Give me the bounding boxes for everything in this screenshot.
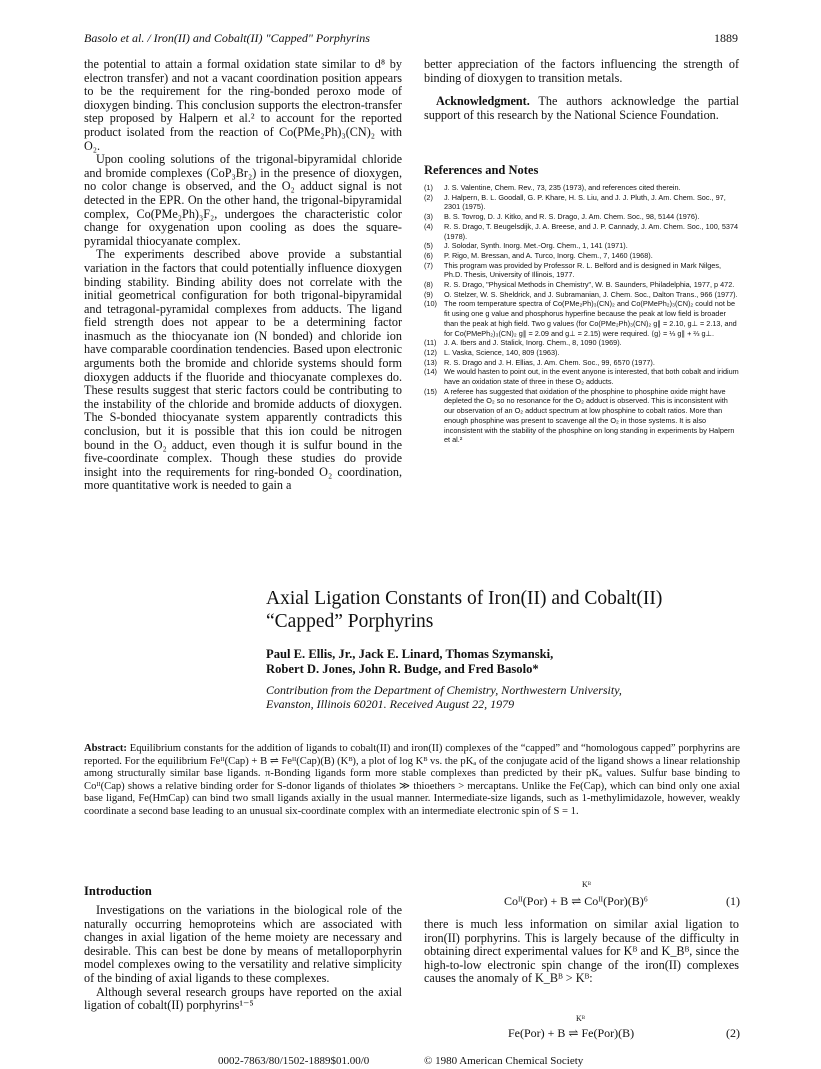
reference-item (424, 290, 740, 300)
equation-1 (504, 880, 648, 908)
equation-1-number: (1) (726, 894, 740, 908)
left-paragraph-2: Upon cooling solutions of the trigonal-bipyramidal chloride and bromide complexes (CoP₃Br₂) in the presence of dioxygen, no color change is observed, and the O₂ adduct signal is not detected in the EPR. On the other hand, the trigonal-bipyramidal complex, Co(PMe₂Ph)₃F₂, undergoes the characteristic color change for oxygenation upon cooling as does the square-pyramidal thiocyanate complex. (84, 152, 402, 248)
reference-text: This program was provided by Professor R. L. Belford and is designed in Mark Nilges, Ph.D. Thesis, University of Illinois, 1977. (444, 260, 722, 280)
equation-2-number: (2) (726, 1026, 740, 1040)
reference-text: J. Halpern, B. L. Goodall, G. P. Khare, H. S. Liu, and J. J. Pluth, J. Am. Chem. Soc., 97, 2301 (1975). (444, 192, 726, 212)
reference-number: (10) (424, 299, 437, 309)
reference-item (424, 212, 740, 222)
running-head: Basolo et al. / Iron(II) and Cobalt(II) "Capped" Porphyrins (84, 31, 370, 45)
reference-text: R. S. Drago, T. Beugelsdijk, J. A. Breese, and J. P. Cannady, J. Am. Chem. Soc., 100, 5374 (1978). (444, 221, 739, 241)
reference-text: B. S. Tovrog, D. J. Kitko, and R. S. Drago, J. Am. Chem. Soc., 98, 5144 (1976). (444, 212, 700, 222)
footer-code: 0002-7863/80/1502-1889$01.00/0 (218, 1055, 370, 1067)
equation-1-constant: Kᴮ (582, 880, 591, 889)
introduction-heading: Introduction (84, 884, 152, 898)
equation-2-text: Fe(Por) + B ⇌ Fe(Por)(B) (508, 1026, 635, 1040)
reference-text: L. Vaska, Science, 140, 809 (1963). (444, 347, 560, 357)
reference-number: (4) (424, 221, 433, 231)
authors-line-2: Robert D. Jones, John R. Budge, and Fred Basolo* (266, 662, 539, 676)
reference-item (424, 280, 740, 290)
reference-number: (15) (424, 386, 437, 396)
affiliation (266, 683, 746, 711)
reference-text: J. A. Ibers and J. Stalick, Inorg. Chem., 8, 1090 (1969). (444, 338, 622, 348)
reference-text: A referee has suggested that oxidation of the phosphine to phosphine oxide might have depleted the O₂ so no resonance for the O₂ adduct is observed. This is inconsistent with our observation of an O₂ adduct spectrum at low phosphine to cobalt ratios. More than enough phosphine was present to scavenge all the O₂ in those systems. It is also inconsistent with the stability of the phosphine on long standing in experiments by Halpern et al.² (444, 386, 735, 445)
reference-number: (8) (424, 280, 433, 290)
references-list (424, 183, 740, 445)
reference-text: P. Rigo, M. Bressan, and A. Turco, Inorg. Chem., 7, 1460 (1968). (444, 250, 653, 260)
right-column-top (424, 58, 739, 122)
reference-number: (3) (424, 212, 433, 222)
left-column (84, 58, 402, 493)
reference-text: R. S. Drago and J. H. Ellias, J. Am. Chem. Soc., 99, 6570 (1977). (444, 357, 655, 367)
reference-item (424, 367, 740, 386)
acknowledgment-label: Acknowledgment. (436, 94, 530, 109)
reference-number: (9) (424, 289, 433, 299)
reference-number: (11) (424, 338, 437, 348)
left-paragraph-1: the potential to attain a formal oxidation state similar to d⁸ by electron transfer) and not a vacant coordination position appears to be the requirement for the ring-bonded peroxo mode of dioxygen binding. This conclusion supports the electron-transfer step proposed by Halpern et al.² to account for the reported product isolated from the reaction of Co(PMe₂Ph)₃(CN)₂ with O₂. (84, 57, 402, 153)
reference-number: (2) (424, 192, 433, 202)
reference-item (424, 193, 740, 212)
introduction-left (84, 904, 402, 1013)
acknowledgment-text: The authors acknowledge the partial support of this research by the National Science Foundation. (424, 94, 739, 122)
reference-item (424, 251, 740, 261)
abstract-label: Abstract: (84, 743, 127, 754)
reference-text: The room temperature spectra of Co(PMe₂Ph)₃(CN)₂ and Co(PMePh₂)₃(CN)₂ could not be fit using one g value and phosphorus hyperfine because the peak at low field is broader than the peak at high field. Two g values (for Co(PMe₂Ph)₃(CN)₂ g∥ = 2.10, g⊥ = 2.13, and for Co(PMePh₂)₃(CN)₂ g∥ = 2.09 and g⊥ = 2.15) were required. ⟨g⟩ = ⅓ g∥ + ⅔ g⊥. (444, 299, 737, 338)
reference-number: (6) (424, 250, 433, 260)
reference-text: R. S. Drago, "Physical Methods in Chemistry", W. B. Saunders, Philadelphia, 1977, p 472. (444, 280, 735, 290)
reference-number: (5) (424, 241, 433, 251)
reference-item (424, 338, 740, 348)
reference-text: J. S. Valentine, Chem. Rev., 73, 235 (1973), and references cited therein. (444, 183, 681, 192)
introduction-right (424, 918, 739, 986)
references-heading: References and Notes (424, 163, 539, 177)
reference-item (424, 261, 740, 280)
acknowledgment (424, 95, 739, 122)
reference-text: We would hasten to point out, in the event anyone is interested, that both cobalt and iridium have an oxidation state of three in these O₂ adducts. (444, 367, 739, 387)
reference-text: J. Solodar, Synth. Inorg. Met.-Org. Chem., 1, 141 (1971). (444, 241, 628, 251)
reference-number: (14) (424, 367, 437, 377)
reference-item (424, 222, 740, 241)
reference-text: O. Stelzer, W. S. Sheldrick, and J. Subramanian, J. Chem. Soc., Dalton Trans., 966 (1977). (444, 289, 738, 299)
equation-2 (508, 1012, 635, 1040)
reference-number: (13) (424, 357, 437, 367)
continuation-text: better appreciation of the factors influencing the strength of binding of dioxygen to transition metals. (424, 57, 739, 85)
equation-2-constant: Kᴮ (576, 1014, 585, 1023)
article-title (266, 587, 746, 633)
footer-copyright: © 1980 American Chemical Society (424, 1055, 584, 1067)
reference-number: (7) (424, 260, 433, 270)
reference-number: (12) (424, 347, 437, 357)
title-line-2: “Capped” Porphyrins (266, 611, 434, 632)
reference-item (424, 358, 740, 368)
reference-item (424, 183, 740, 193)
authors (266, 647, 746, 677)
reference-item (424, 241, 740, 251)
abstract (84, 743, 740, 819)
reference-item (424, 299, 740, 338)
intro-right-text: there is much less information on similar axial ligation to iron(II) porphyrins. This is largely because of the difficulty in obtaining direct experimental values for Kᴮ and K_Bᴮ, since the high-to-low electronic spin change of the iron(II) complexes causes the anomaly of K_Bᴮ > Kᴮ: (424, 917, 739, 986)
left-paragraph-3: The experiments described above provide a substantial variation in the factors that could potentially influence dioxygen binding stability. Binding ability does not correlate with the initial geometrical configuration for both trigonal-bipyramidal and tetragonal-pyramidal complexes from adducts. The ligand field strength does not appear to be a determining factor inasmuch as the thiocyanate ion (N bonded) and chloride ion have comparable coordination tendencies. Based upon electronic arguments both the bromide and chloride systems should form dioxygen adducts if the fluoride and thiocyanate complexes do. These results suggest that steric factors could be contributing to the instability of the chloride and bromide adducts of dioxygen. The S-bonded thiocyanate system apparently contradicts this conclusion, but it is possible that this ion could be nitrogen bound in the O₂ adduct, even though it is sulfur bound in the five-coordinate complex. Though these studies do provide insight into the requirements for ring-bonded O₂ coordination, more quantitative work is needed to gain a (84, 247, 402, 493)
title-line-1: Axial Ligation Constants of Iron(II) and Cobalt(II) (266, 588, 663, 609)
abstract-text: Equilibrium constants for the addition of ligands to cobalt(II) and iron(II) complexes of the “capped” and “homologous capped” porphyrins are reported. For the equilibrium Feᴵᴵ(Cap) + B ⇌ Feᴵᴵ(Cap)(B) (Kᴮ), a plot of log Kᴮ vs. the pKₐ of the conjugate acid of the ligand shows a linear relationship among structurally similar base ligands. π-Bonding ligands form more stable complexes than predicted by their pKₐ values. Sulfur base binding to Coᴵᴵ(Cap) shows a relative binding order for S-donor ligands of thiolates ≫ thioethers > mercaptans. Unlike the Fe(Cap), which can bind only one axial base ligand, Fe(HmCap) can bind two small ligands axially in the usual manner. Intermediate-size ligands, such as 1-methylimidazole, however, weakly coordinate a second base leading to an unusual six-coordinate complex with an intermediate electronic spin of S = 1. (84, 743, 740, 817)
reference-item (424, 348, 740, 358)
intro-paragraph-1: Investigations on the variations in the biological role of the naturally occurring hemoproteins which are associated with changes in axial ligation of the heme moiety are necessary and desirable. This can best be done by means of metalloporphyrin model complexes owing to the versatility and relative simplicity of the binding of axial ligands to these complexes. (84, 903, 402, 985)
page-number: 1889 (714, 31, 738, 45)
affiliation-line-2: Evanston, Illinois 60201. Received August 22, 1979 (266, 697, 515, 711)
affiliation-line-1: Contribution from the Department of Chemistry, Northwestern University, (266, 683, 622, 697)
reference-number: (1) (424, 183, 433, 192)
authors-line-1: Paul E. Ellis, Jr., Jack E. Linard, Thomas Szymanski, (266, 647, 554, 661)
reference-item (424, 387, 740, 445)
intro-paragraph-2: Although several research groups have reported on the axial ligation of cobalt(II) porphyrins¹⁻⁵ (84, 984, 402, 1013)
equation-1-text: Coᴵᴵ(Por) + B ⇌ Coᴵᴵ(Por)(B)⁶ (504, 894, 648, 908)
